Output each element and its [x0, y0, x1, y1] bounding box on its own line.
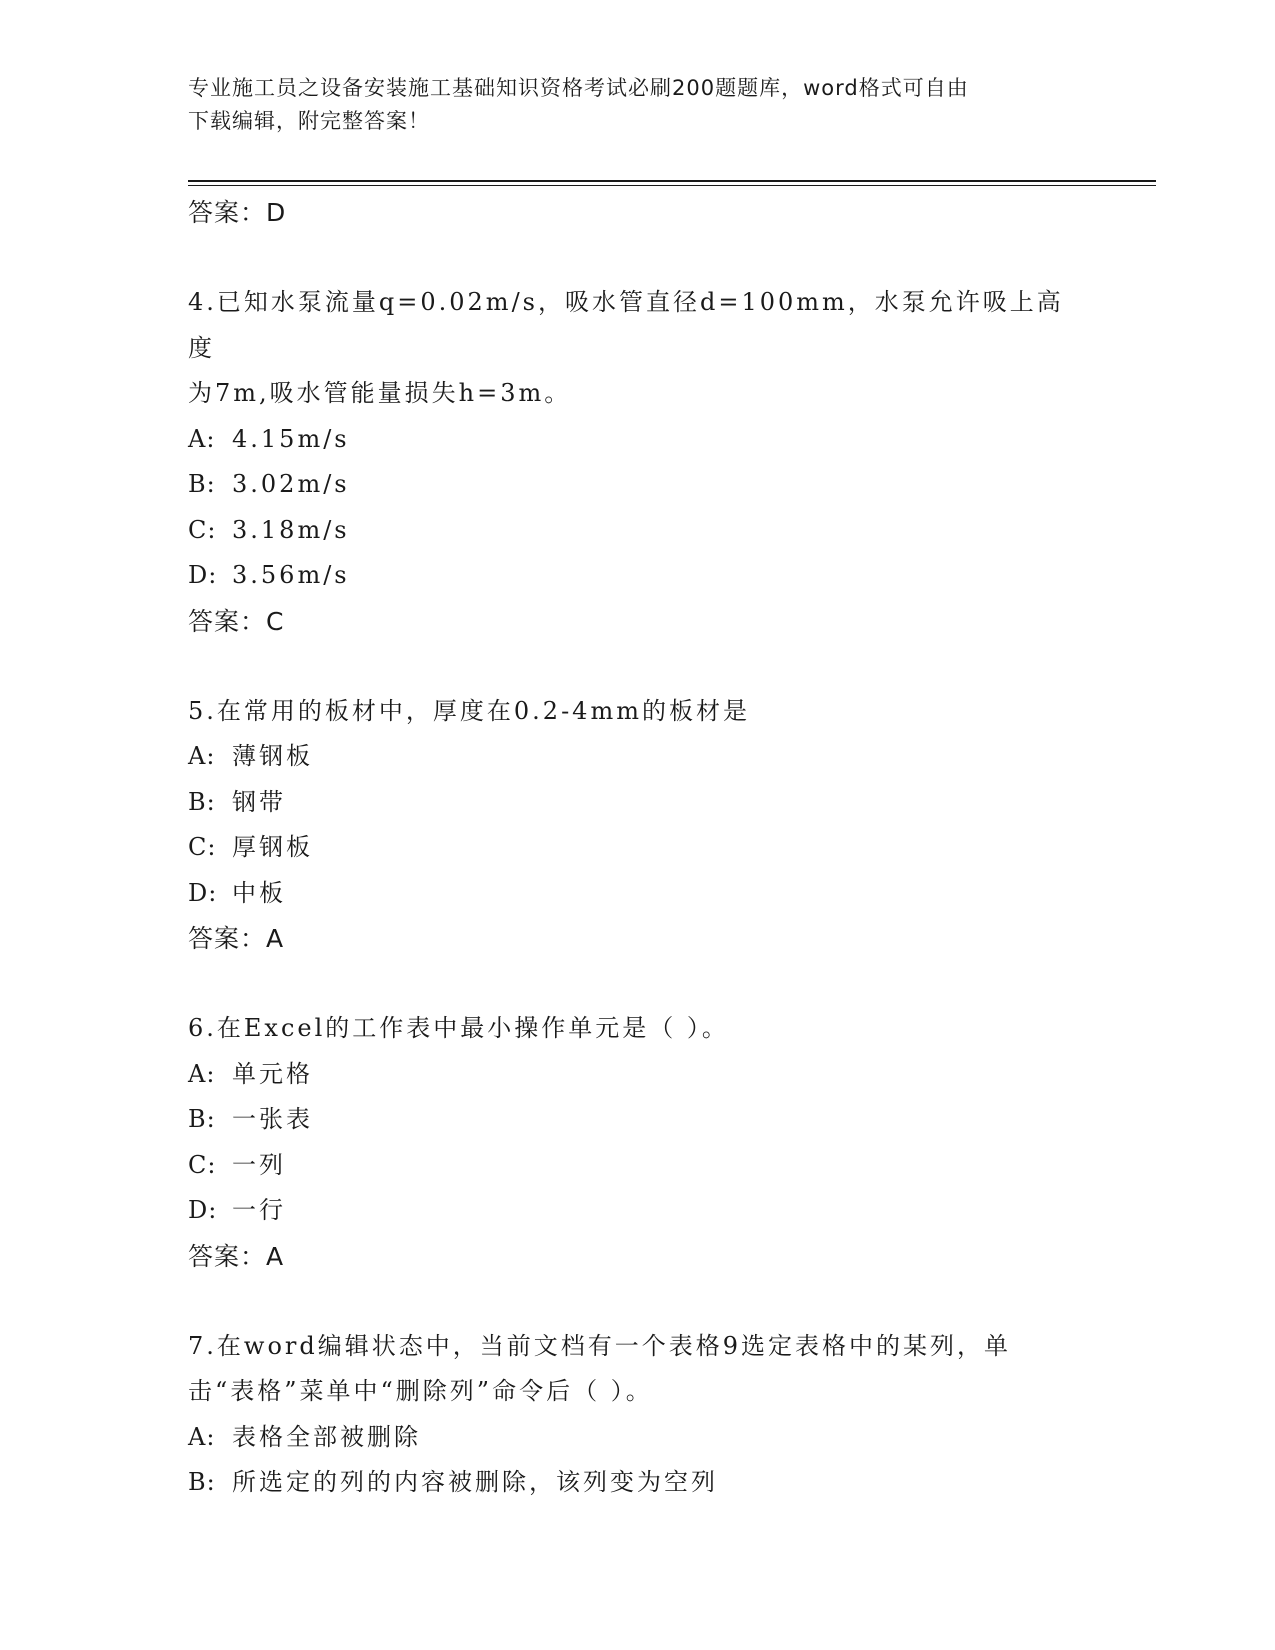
option-text: 中板	[232, 878, 286, 907]
option-text: 钢带	[232, 787, 286, 816]
question-list	[188, 190, 1088, 1506]
option-item	[188, 1097, 1088, 1143]
header-line-1: 专业施工员之设备安装施工基础知识资格考试必刷200题题库，word格式可自由	[188, 76, 969, 100]
option-item	[188, 871, 1088, 917]
option-item	[188, 734, 1088, 780]
option-item	[188, 508, 1088, 554]
answer-line: 答案：C	[188, 606, 285, 636]
option-text: 3.18m/s	[232, 515, 350, 544]
option-item	[188, 462, 1088, 508]
question-stem-line: 4.已知水泵流量q=0.02m/s，吸水管直径d=100mm，水泵允许吸上高度	[188, 288, 1064, 362]
option-item	[188, 1052, 1088, 1098]
option-letter: D:	[188, 878, 218, 907]
option-letter: C:	[188, 515, 217, 544]
option-item	[188, 780, 1088, 826]
option-text: 4.15m/s	[232, 424, 350, 453]
option-item	[188, 417, 1088, 463]
option-text: 一张表	[232, 1105, 313, 1133]
option-item	[188, 1188, 1088, 1234]
question-stem-line: 7.在word编辑状态中，当前文档有一个表格9选定表格中的某列，单	[188, 1331, 1011, 1360]
option-letter: A:	[188, 1059, 216, 1088]
option-letter: D:	[188, 561, 218, 589]
option-text: 一行	[232, 1196, 286, 1224]
header-divider-thin	[188, 185, 1156, 186]
question-block	[188, 1006, 1088, 1280]
option-letter: C:	[188, 833, 217, 861]
option-letter: B:	[188, 787, 216, 816]
question-stem-line: 6.在Excel的工作表中最小操作单元是（ ）。	[188, 1014, 729, 1042]
question-block	[188, 1324, 1088, 1506]
header-divider-thick	[188, 180, 1156, 182]
option-text: 所选定的列的内容被删除，该列变为空列	[232, 1468, 718, 1496]
option-text: 3.56m/s	[232, 561, 350, 589]
question-stem-line: 击“表格”菜单中“删除列”命令后（ ）。	[188, 1377, 653, 1405]
option-letter: B:	[188, 1105, 216, 1133]
questions-container	[188, 280, 1088, 1506]
option-text: 3.02m/s	[232, 470, 350, 498]
header-line-2: 下载编辑，附完整答案！	[188, 109, 430, 133]
option-letter: A:	[188, 424, 216, 453]
option-text: 单元格	[232, 1059, 313, 1088]
question-stem-line: 5.在常用的板材中，厚度在0.2-4mm的板材是	[188, 696, 750, 725]
document-header	[188, 72, 1088, 138]
answer-line: 答案：A	[188, 924, 285, 953]
option-text: 表格全部被删除	[232, 1422, 421, 1451]
option-text: 厚钢板	[232, 833, 313, 861]
option-letter: D:	[188, 1196, 218, 1224]
option-letter: B:	[188, 1468, 216, 1496]
option-item	[188, 1143, 1088, 1189]
option-item	[188, 825, 1088, 871]
option-item	[188, 1460, 1088, 1506]
question-block	[188, 280, 1088, 645]
option-item	[188, 553, 1088, 599]
option-text: 薄钢板	[232, 742, 313, 770]
option-letter: A:	[188, 742, 216, 770]
answer-line: 答案：D	[188, 198, 287, 227]
option-item	[188, 1415, 1088, 1461]
question-stem-line: 为7m,吸水管能量损失h=3m。	[188, 379, 572, 407]
option-text: 一列	[232, 1150, 286, 1179]
answer-line: 答案：A	[188, 1241, 285, 1271]
option-letter: B:	[188, 470, 216, 498]
option-letter: A:	[188, 1422, 216, 1451]
question-block	[188, 689, 1088, 963]
option-letter: C:	[188, 1150, 217, 1179]
